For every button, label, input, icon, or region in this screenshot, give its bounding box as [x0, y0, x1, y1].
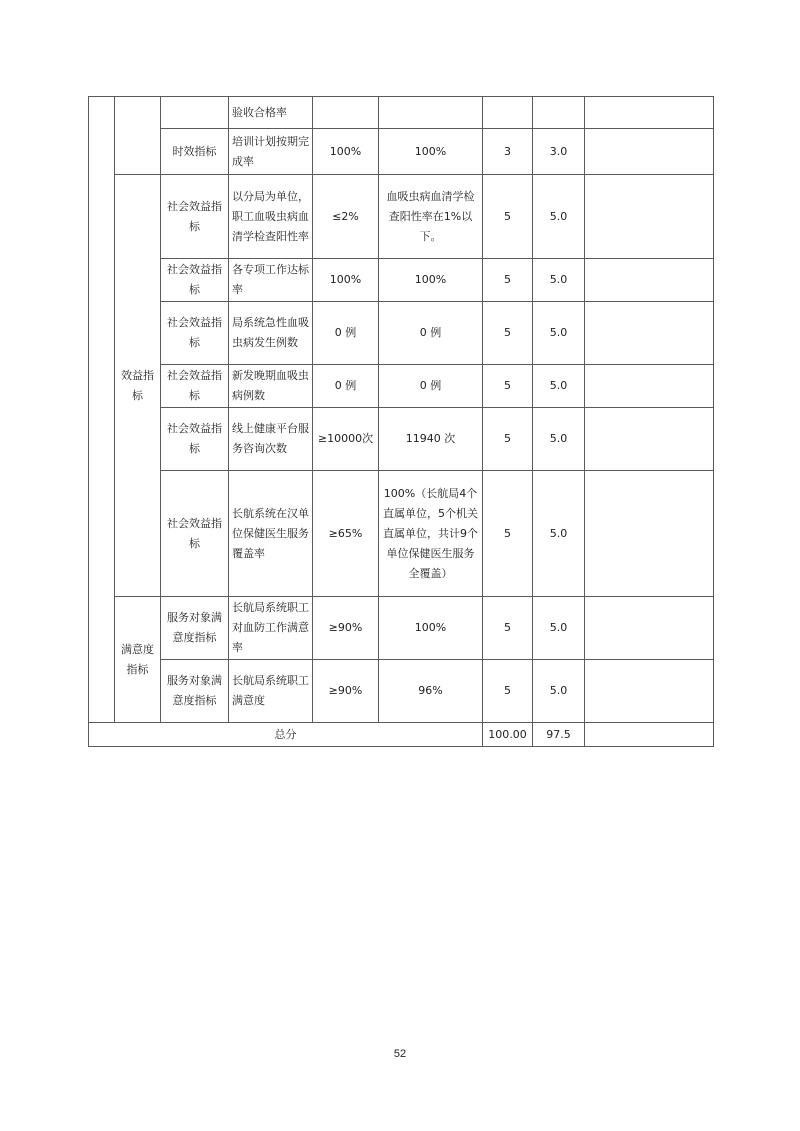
total-weight: 100.00 [483, 723, 533, 747]
first-level-cell [89, 97, 115, 723]
score-cell: 5.0 [533, 471, 585, 597]
weight-cell: 5 [483, 408, 533, 471]
actual-value-cell: 100% [379, 129, 483, 175]
score-cell: 5.0 [533, 259, 585, 302]
weight-cell: 5 [483, 302, 533, 365]
table-row [89, 97, 714, 129]
table-row [89, 597, 714, 660]
target-value-cell: ≥10000次 [313, 408, 379, 471]
remark-cell [585, 597, 714, 660]
third-level-cell: 社会效益指标 [161, 471, 229, 597]
second-level-cell: 效益指标 [115, 175, 161, 597]
weight-cell [483, 97, 533, 129]
third-level-cell: 社会效益指标 [161, 365, 229, 408]
indicator-detail-cell: 线上健康平台服务咨询次数 [229, 408, 313, 471]
target-value-cell: ≥90% [313, 597, 379, 660]
score-cell: 5.0 [533, 365, 585, 408]
table-row [89, 129, 714, 175]
actual-value-cell [379, 97, 483, 129]
indicator-detail-cell: 长航局系统职工满意度 [229, 660, 313, 723]
target-value-cell: ≥65% [313, 471, 379, 597]
third-level-cell: 服务对象满意度指标 [161, 660, 229, 723]
target-value-cell: ≤2% [313, 175, 379, 259]
third-level-cell: 时效指标 [161, 129, 229, 175]
second-level-cell [115, 97, 161, 175]
total-score: 97.5 [533, 723, 585, 747]
target-value-cell: 0 例 [313, 302, 379, 365]
target-value-cell: ≥90% [313, 660, 379, 723]
weight-cell: 5 [483, 259, 533, 302]
total-row [89, 723, 714, 747]
remark-cell [585, 259, 714, 302]
performance-indicator-table [88, 96, 714, 747]
remark-cell [585, 97, 714, 129]
table-row [89, 302, 714, 365]
weight-cell: 5 [483, 471, 533, 597]
indicator-detail-cell: 各专项工作达标率 [229, 259, 313, 302]
remark-cell [585, 175, 714, 259]
target-value-cell: 100% [313, 129, 379, 175]
remark-cell [585, 365, 714, 408]
table-row [89, 471, 714, 597]
total-label: 总分 [89, 723, 483, 747]
third-level-cell: 社会效益指标 [161, 259, 229, 302]
remark-cell [585, 471, 714, 597]
page-number: 52 [393, 1048, 407, 1060]
score-cell: 5.0 [533, 302, 585, 365]
weight-cell: 5 [483, 597, 533, 660]
table-row [89, 259, 714, 302]
table-row [89, 365, 714, 408]
target-value-cell [313, 97, 379, 129]
indicator-detail-cell: 局系统急性血吸虫病发生例数 [229, 302, 313, 365]
third-level-cell: 社会效益指标 [161, 175, 229, 259]
score-cell: 5.0 [533, 175, 585, 259]
remark-cell [585, 302, 714, 365]
weight-cell: 5 [483, 175, 533, 259]
second-level-cell: 满意度指标 [115, 597, 161, 723]
actual-value-cell: 11940 次 [379, 408, 483, 471]
score-cell: 5.0 [533, 408, 585, 471]
third-level-cell: 服务对象满意度指标 [161, 597, 229, 660]
actual-value-cell: 0 例 [379, 302, 483, 365]
indicator-detail-cell: 长航局系统职工对血防工作满意率 [229, 597, 313, 660]
indicator-detail-cell: 培训计划按期完成率 [229, 129, 313, 175]
actual-value-cell: 96% [379, 660, 483, 723]
remark-cell [585, 660, 714, 723]
weight-cell: 5 [483, 660, 533, 723]
table-row [89, 408, 714, 471]
weight-cell: 3 [483, 129, 533, 175]
indicator-detail-cell: 验收合格率 [229, 97, 313, 129]
actual-value-cell: 100%（长航局4个直属单位，5个机关直属单位，共计9个单位保健医生服务全覆盖） [379, 471, 483, 597]
score-cell: 5.0 [533, 660, 585, 723]
third-level-cell: 社会效益指标 [161, 302, 229, 365]
target-value-cell: 100% [313, 259, 379, 302]
actual-value-cell: 0 例 [379, 365, 483, 408]
indicator-detail-cell: 以分局为单位，职工血吸虫病血清学检查阳性率 [229, 175, 313, 259]
indicator-detail-cell: 新发晚期血吸虫病例数 [229, 365, 313, 408]
weight-cell: 5 [483, 365, 533, 408]
actual-value-cell: 100% [379, 259, 483, 302]
score-cell: 3.0 [533, 129, 585, 175]
actual-value-cell: 100% [379, 597, 483, 660]
target-value-cell: 0 例 [313, 365, 379, 408]
table-row [89, 660, 714, 723]
actual-value-cell: 血吸虫病血清学检查阳性率在1%以下。 [379, 175, 483, 259]
total-remark [585, 723, 714, 747]
remark-cell [585, 408, 714, 471]
indicator-detail-cell: 长航系统在汉单位保健医生服务覆盖率 [229, 471, 313, 597]
table-row [89, 175, 714, 259]
remark-cell [585, 129, 714, 175]
score-cell [533, 97, 585, 129]
score-cell: 5.0 [533, 597, 585, 660]
third-level-cell: 社会效益指标 [161, 408, 229, 471]
third-level-cell [161, 97, 229, 129]
